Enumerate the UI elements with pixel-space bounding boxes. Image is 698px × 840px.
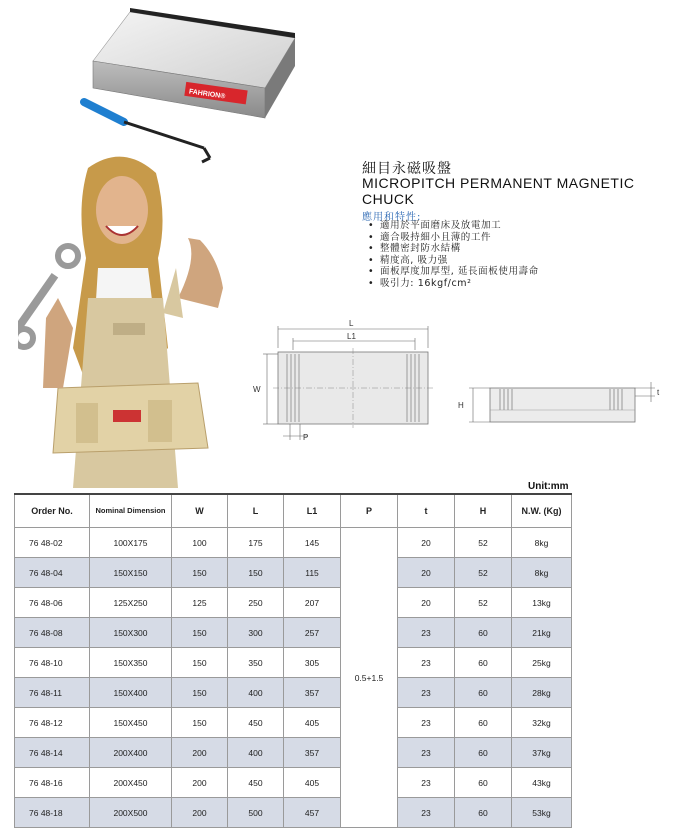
cell-h: 60 bbox=[455, 678, 512, 708]
cell-w: 150 bbox=[172, 558, 228, 588]
table-row bbox=[15, 768, 572, 798]
cell-t: 23 bbox=[398, 648, 455, 678]
table-row bbox=[15, 738, 572, 768]
cell-nw: 13kg bbox=[512, 588, 572, 618]
features-list bbox=[368, 220, 539, 290]
dim-L-label: L bbox=[349, 319, 354, 328]
cell-nw: 8kg bbox=[512, 558, 572, 588]
cell-order: 76 48-06 bbox=[15, 588, 90, 618]
cell-l: 350 bbox=[228, 648, 284, 678]
cell-nominal: 100X175 bbox=[90, 528, 172, 558]
cell-w: 150 bbox=[172, 618, 228, 648]
cell-w: 125 bbox=[172, 588, 228, 618]
header-w: W bbox=[172, 494, 228, 528]
table-row bbox=[15, 618, 572, 648]
cell-w: 200 bbox=[172, 768, 228, 798]
dim-t-label: t bbox=[657, 388, 660, 397]
cell-w: 150 bbox=[172, 678, 228, 708]
cell-l1: 305 bbox=[284, 648, 341, 678]
feature-item: • 適用於平面磨床及放電加工 bbox=[368, 220, 539, 232]
cell-l1: 405 bbox=[284, 708, 341, 738]
cell-l1: 115 bbox=[284, 558, 341, 588]
cell-l1: 405 bbox=[284, 768, 341, 798]
cell-nominal: 150X350 bbox=[90, 648, 172, 678]
cell-nominal: 200X450 bbox=[90, 768, 172, 798]
cell-l1: 457 bbox=[284, 798, 341, 828]
cell-l: 400 bbox=[228, 678, 284, 708]
cell-nw: 53kg bbox=[512, 798, 572, 828]
worker-woman-illustration bbox=[18, 148, 233, 488]
cell-h: 60 bbox=[455, 648, 512, 678]
cell-h: 52 bbox=[455, 528, 512, 558]
features-heading: 應用和特性: bbox=[362, 212, 422, 223]
cell-nominal: 125X250 bbox=[90, 588, 172, 618]
feature-item: • 吸引力: 16kgf/cm² bbox=[368, 278, 539, 290]
cell-nw: 28kg bbox=[512, 678, 572, 708]
cell-t: 20 bbox=[398, 528, 455, 558]
cell-l1: 207 bbox=[284, 588, 341, 618]
cell-nominal: 200X500 bbox=[90, 798, 172, 828]
cell-w: 150 bbox=[172, 708, 228, 738]
cell-nominal: 200X400 bbox=[90, 738, 172, 768]
dim-W-label: W bbox=[253, 385, 261, 394]
cell-l: 400 bbox=[228, 738, 284, 768]
cell-l1: 257 bbox=[284, 618, 341, 648]
cell-l: 450 bbox=[228, 768, 284, 798]
cell-h: 60 bbox=[455, 798, 512, 828]
dim-L1-label: L1 bbox=[347, 332, 356, 341]
header-l: L bbox=[228, 494, 284, 528]
cell-order: 76 48-02 bbox=[15, 528, 90, 558]
table-row bbox=[15, 528, 572, 558]
cell-h: 60 bbox=[455, 708, 512, 738]
cell-h: 60 bbox=[455, 768, 512, 798]
cell-t: 20 bbox=[398, 558, 455, 588]
table-row bbox=[15, 558, 572, 588]
table-row bbox=[15, 588, 572, 618]
cell-t: 23 bbox=[398, 738, 455, 768]
cell-nw: 21kg bbox=[512, 618, 572, 648]
cell-l: 450 bbox=[228, 708, 284, 738]
cell-order: 76 48-08 bbox=[15, 618, 90, 648]
cell-order: 76 48-14 bbox=[15, 738, 90, 768]
cell-order: 76 48-16 bbox=[15, 768, 90, 798]
side-view-drawing bbox=[455, 378, 665, 428]
cell-nominal: 150X400 bbox=[90, 678, 172, 708]
cell-l: 175 bbox=[228, 528, 284, 558]
cell-nw: 37kg bbox=[512, 738, 572, 768]
feature-item: • 整體密封防水結構 bbox=[368, 243, 539, 255]
cell-order: 76 48-04 bbox=[15, 558, 90, 588]
cell-h: 60 bbox=[455, 738, 512, 768]
table-row bbox=[15, 798, 572, 828]
cell-l: 300 bbox=[228, 618, 284, 648]
cell-w: 200 bbox=[172, 738, 228, 768]
cell-l1: 145 bbox=[284, 528, 341, 558]
cell-h: 52 bbox=[455, 588, 512, 618]
header-h: H bbox=[455, 494, 512, 528]
unit-label: Unit:mm bbox=[528, 481, 569, 492]
cell-l: 500 bbox=[228, 798, 284, 828]
cell-t: 23 bbox=[398, 708, 455, 738]
cell-order: 76 48-11 bbox=[15, 678, 90, 708]
feature-item: • 精度高, 吸力强 bbox=[368, 255, 539, 267]
table-row bbox=[15, 678, 572, 708]
header-t: t bbox=[398, 494, 455, 528]
cell-l: 250 bbox=[228, 588, 284, 618]
brand-label: FAHRION® bbox=[188, 88, 226, 101]
cell-t: 23 bbox=[398, 678, 455, 708]
cell-h: 60 bbox=[455, 618, 512, 648]
cell-order: 76 48-12 bbox=[15, 708, 90, 738]
feature-item: • 適合吸持細小且薄的工件 bbox=[368, 232, 539, 244]
cell-l1: 357 bbox=[284, 678, 341, 708]
header-l1: L1 bbox=[284, 494, 341, 528]
table-header-row bbox=[15, 494, 572, 528]
header-nominal-dimension: Nominal Dimension bbox=[90, 494, 172, 528]
cell-w: 150 bbox=[172, 648, 228, 678]
cell-nw: 43kg bbox=[512, 768, 572, 798]
dim-P-label: P bbox=[303, 433, 309, 442]
top-view-drawing bbox=[245, 318, 445, 448]
cell-h: 52 bbox=[455, 558, 512, 588]
title-english: MICROPITCH PERMANENT MAGNETIC CHUCK bbox=[362, 175, 635, 207]
specification-table bbox=[14, 493, 572, 828]
cell-w: 200 bbox=[172, 798, 228, 828]
cell-t: 20 bbox=[398, 588, 455, 618]
cell-p-merged: 0.5+1.5 bbox=[341, 528, 398, 828]
cell-nw: 8kg bbox=[512, 528, 572, 558]
cell-nominal: 150X300 bbox=[90, 618, 172, 648]
cell-t: 23 bbox=[398, 618, 455, 648]
cell-nominal: 150X450 bbox=[90, 708, 172, 738]
cell-l1: 357 bbox=[284, 738, 341, 768]
table-row bbox=[15, 648, 572, 678]
dim-H-label: H bbox=[458, 401, 464, 410]
cell-order: 76 48-10 bbox=[15, 648, 90, 678]
title-chinese: 細目永磁吸盤 bbox=[362, 161, 452, 177]
cell-t: 23 bbox=[398, 768, 455, 798]
cell-l: 150 bbox=[228, 558, 284, 588]
feature-item: • 面板厚度加厚型, 延長面板使用壽命 bbox=[368, 266, 539, 278]
cell-w: 100 bbox=[172, 528, 228, 558]
cell-nw: 25kg bbox=[512, 648, 572, 678]
cell-nw: 32kg bbox=[512, 708, 572, 738]
header-p: P bbox=[341, 494, 398, 528]
table-row bbox=[15, 708, 572, 738]
header-nw: N.W. (Kg) bbox=[512, 494, 572, 528]
cell-order: 76 48-18 bbox=[15, 798, 90, 828]
cell-t: 23 bbox=[398, 798, 455, 828]
cell-nominal: 150X150 bbox=[90, 558, 172, 588]
header-order-no: Order No. bbox=[15, 494, 90, 528]
